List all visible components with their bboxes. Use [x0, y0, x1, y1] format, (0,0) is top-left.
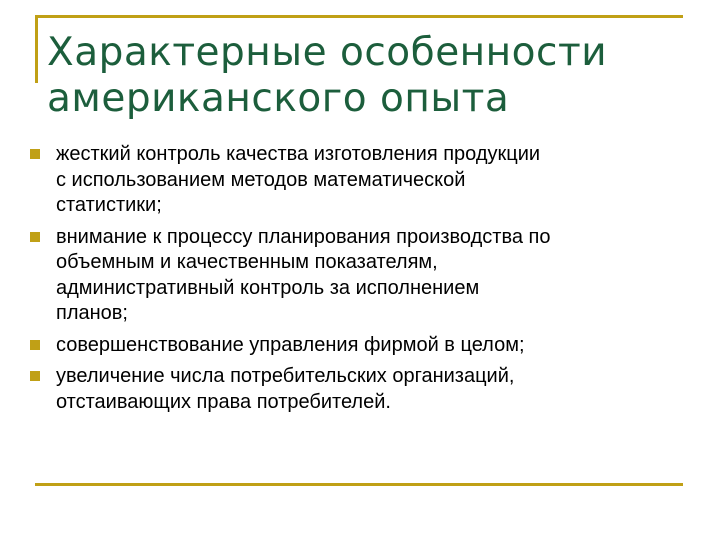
bullet-text-line: статистики; [56, 194, 162, 216]
title-line-1: Характерные особенности [47, 30, 608, 75]
bullet-text-line: с использованием методов математической [56, 168, 466, 191]
bullet-list [30, 142, 700, 421]
bullet-text-line: совершенствование управления фирмой в целом; [56, 333, 525, 356]
title-line-2: американского опыта [47, 76, 510, 121]
square-bullet-icon [30, 232, 40, 242]
square-bullet-icon [30, 371, 40, 381]
bullet-text-line: внимание к процессу планирования производства по [56, 225, 551, 248]
bullet-item-consumer-organizations [30, 364, 700, 415]
bullet-text-line: увеличение числа потребительских организаций, [56, 365, 515, 387]
top-frame-line [35, 15, 683, 18]
bottom-rule-line [35, 483, 683, 486]
slide-title [47, 30, 687, 122]
bullet-item-planning [30, 225, 700, 327]
bullet-item-quality-control [30, 142, 700, 219]
left-frame-line [35, 15, 38, 83]
bullet-text-line: планов; [56, 302, 128, 324]
bullet-item-management [30, 333, 700, 359]
bullet-text-line: административный контроль за исполнением [56, 276, 480, 299]
bullet-text-line: объемным и качественным показателям, [56, 251, 438, 273]
bullet-text-line: жесткий контроль качества изготовления продукции [56, 143, 541, 165]
square-bullet-icon [30, 340, 40, 350]
square-bullet-icon [30, 149, 40, 159]
bullet-text-line: отстаивающих права потребителей. [56, 390, 391, 413]
